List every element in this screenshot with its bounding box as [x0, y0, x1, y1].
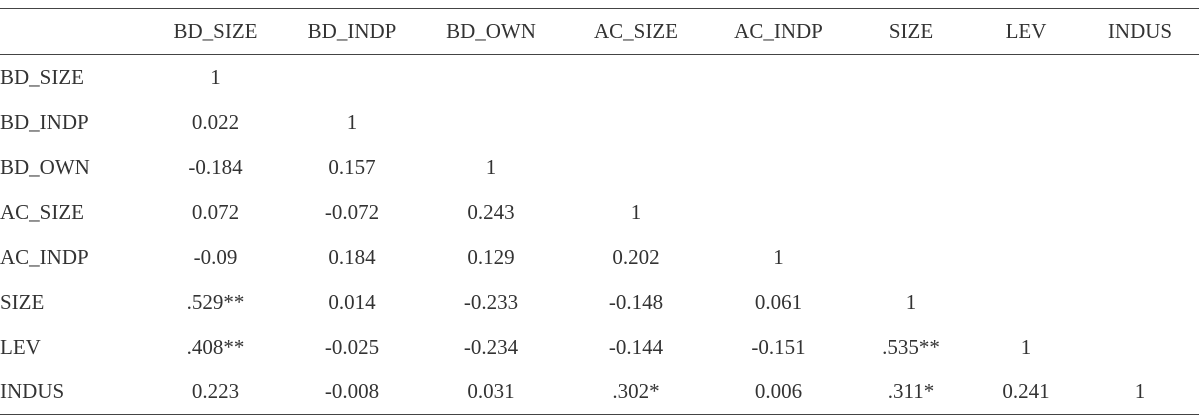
correlation-cell	[416, 55, 566, 100]
correlation-cell: -0.008	[288, 370, 416, 415]
correlation-cell: 0.014	[328, 289, 376, 314]
correlation-cell: .535**	[882, 334, 940, 359]
correlation-cell	[1081, 280, 1199, 325]
correlation-cell	[971, 190, 1081, 235]
correlation-cell	[851, 145, 971, 190]
correlation-cell	[1081, 100, 1199, 145]
header-row	[0, 9, 1199, 55]
correlation-cell	[971, 280, 1081, 325]
correlation-cell: .311*	[851, 370, 971, 415]
column-header-bd-size: BD_SIZE	[143, 9, 288, 55]
correlation-cell	[851, 100, 971, 145]
column-header-indus: INDUS	[1081, 9, 1199, 55]
correlation-cell	[706, 190, 851, 235]
column-header-bd-indp: BD_INDP	[288, 9, 416, 55]
correlation-cell	[1081, 145, 1199, 190]
correlation-cell	[971, 145, 1081, 190]
correlation-cell: 0.022	[191, 109, 240, 134]
table-row	[0, 235, 1199, 280]
correlation-cell: 0.241	[971, 370, 1081, 415]
correlation-cell: .529**	[186, 289, 245, 314]
correlation-cell	[971, 235, 1081, 280]
table-header	[0, 9, 1199, 55]
table-row	[0, 100, 1199, 145]
correlation-matrix-table	[0, 8, 1199, 415]
table-row	[0, 55, 1199, 100]
column-header-bd-own: BD_OWN	[416, 9, 566, 55]
correlation-cell: -0.09	[193, 244, 238, 269]
row-label: LEV	[0, 334, 41, 359]
row-label: INDUS	[0, 370, 143, 415]
correlation-cell: -0.025	[324, 334, 380, 359]
column-header-ac-size: AC_SIZE	[566, 9, 706, 55]
table-body	[0, 55, 1199, 415]
row-label: AC_SIZE	[0, 199, 84, 224]
column-header-size: SIZE	[851, 9, 971, 55]
correlation-cell	[851, 190, 971, 235]
correlation-cell	[566, 100, 706, 145]
column-header-ac-indp: AC_INDP	[706, 9, 851, 55]
correlation-cell: 1	[346, 109, 358, 134]
correlation-cell: 0.223	[143, 370, 288, 415]
correlation-cell: 0.184	[328, 244, 376, 269]
correlation-cell	[971, 55, 1081, 100]
header-corner-cell	[0, 9, 143, 55]
correlation-cell: 0.243	[467, 199, 515, 224]
correlation-cell	[416, 100, 566, 145]
correlation-cell: 1	[210, 64, 221, 89]
correlation-cell: 1	[1020, 334, 1032, 359]
row-label: BD_SIZE	[0, 64, 84, 89]
correlation-cell: -0.072	[324, 199, 380, 224]
table-row	[0, 370, 1199, 415]
correlation-cell: .302*	[566, 370, 706, 415]
correlation-cell: 0.202	[612, 244, 660, 269]
correlation-cell: 1	[773, 244, 784, 269]
table-row	[0, 325, 1199, 370]
correlation-cell: -0.184	[188, 154, 243, 179]
correlation-cell: 1	[1081, 370, 1199, 415]
correlation-cell: 1	[905, 289, 917, 314]
correlation-cell: 0.061	[754, 289, 803, 314]
row-label: AC_INDP	[0, 244, 89, 269]
correlation-cell: 0.157	[328, 154, 376, 179]
table-row	[0, 190, 1199, 235]
correlation-cell: 0.006	[706, 370, 851, 415]
correlation-cell	[706, 55, 851, 100]
correlation-cell: -0.144	[608, 334, 664, 359]
correlation-cell: -0.151	[751, 334, 806, 359]
row-label: BD_INDP	[0, 109, 89, 134]
column-header-lev: LEV	[971, 9, 1081, 55]
correlation-cell: 0.129	[467, 244, 515, 269]
row-label: SIZE	[0, 289, 45, 314]
correlation-cell	[851, 235, 971, 280]
correlation-cell: 1	[630, 199, 642, 224]
correlation-cell	[1081, 325, 1199, 370]
correlation-cell	[1081, 235, 1199, 280]
correlation-cell	[288, 55, 416, 100]
correlation-cell: 1	[485, 154, 497, 179]
correlation-cell: 0.031	[416, 370, 566, 415]
correlation-cell: -0.233	[463, 289, 519, 314]
correlation-cell	[851, 55, 971, 100]
correlation-cell: -0.234	[463, 334, 519, 359]
table-row	[0, 280, 1199, 325]
correlation-cell	[566, 145, 706, 190]
correlation-cell	[971, 100, 1081, 145]
correlation-cell	[1081, 55, 1199, 100]
correlation-cell: -0.148	[608, 289, 664, 314]
correlation-cell	[1081, 190, 1199, 235]
correlation-cell	[566, 55, 706, 100]
table-row	[0, 145, 1199, 190]
correlation-cell	[706, 145, 851, 190]
correlation-cell	[706, 100, 851, 145]
row-label: BD_OWN	[0, 154, 90, 179]
correlation-cell: .408**	[186, 334, 245, 359]
correlation-cell: 0.072	[191, 199, 240, 224]
